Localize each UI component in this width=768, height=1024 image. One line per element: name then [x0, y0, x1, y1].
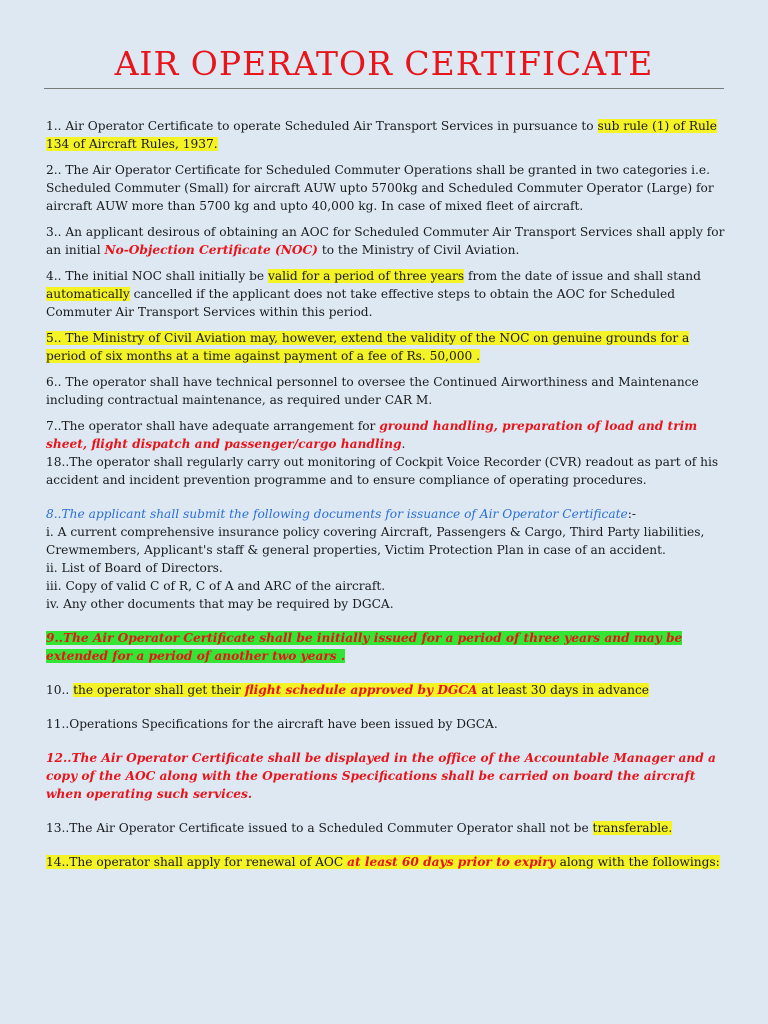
paragraph-8-item-i: i. A current comprehensive insurance policy covering Aircraft, Passengers & Cargo, Third Party liabilities, Crewmembers, Applicant's staff & general properties, Victim Protection Plan in case of an accident. [46, 525, 705, 557]
paragraph-7 [46, 417, 726, 453]
p13-highlight: transferable. [592, 821, 673, 835]
p3-noc-emphasis: No-Objection Certificate (NOC) [104, 243, 318, 257]
paragraph-8-heading [46, 505, 726, 523]
paragraph-8-item-iii: iii. Copy of valid C of R, C of A and ARC of the aircraft. [46, 579, 386, 593]
p5-highlight: 5.. The Ministry of Civil Aviation may, however, extend the validity of the NOC on genuine grounds for a period of six months at a time against payment of a fee of Rs. 50,000 . [46, 331, 690, 363]
paragraph-14 [46, 853, 726, 871]
p1-highlight: sub rule (1) of Rule 134 of Aircraft Rules, 1937. [46, 119, 717, 151]
p4-highlight-automatically: automatically [46, 287, 130, 301]
p10-highlight: the operator shall get their [73, 683, 245, 697]
paragraph-5 [46, 329, 726, 365]
p14-highlight-end: along with the followings: [555, 855, 720, 869]
p8-heading-end: :- [627, 507, 636, 521]
p13-text: 13..The Air Operator Certificate issued to a Scheduled Commuter Operator shall not be [46, 821, 593, 835]
p3-text: 3.. An applicant desirous of obtaining an AOC for Scheduled Commuter Air Transport Services shall apply for an initial [46, 225, 725, 257]
page-title: AIR OPERATOR CERTIFICATE [114, 44, 654, 83]
paragraph-13 [46, 819, 726, 837]
p10-highlight-end: at least 30 days in advance [477, 683, 649, 697]
p4-text-end: cancelled if the applicant does not take effective steps to obtain the AOC for Scheduled Commuter Air Transport Services within this period. [46, 287, 676, 319]
p4-text-mid: from the date of issue and shall stand [464, 269, 701, 283]
p7-text-end: . [401, 437, 406, 451]
p3-text-end: to the Ministry of Civil Aviation. [317, 243, 520, 257]
paragraph-9 [46, 629, 726, 665]
p14-highlight: 14..The operator shall apply for renewal of AOC [46, 855, 348, 869]
paragraph-4 [46, 267, 726, 321]
title-divider [44, 88, 724, 89]
p1-text: 1.. Air Operator Certificate to operate Scheduled Air Transport Services in pursuance to [46, 119, 598, 133]
paragraph-2: 2.. The Air Operator Certificate for Scheduled Commuter Operations shall be granted in two categories i.e. Scheduled Commuter (Small) for aircraft AUW upto 5700kg and Scheduled Commuter Operator (Large) for aircraft AUW more than 5700 kg and upto 40,000 kg. In case of mixed fleet of aircraft. [46, 163, 714, 213]
paragraph-8-item-ii: ii. List of Board of Directors. [46, 561, 223, 575]
p14-emphasis: at least 60 days prior to expiry [347, 855, 556, 869]
paragraph-6: 6.. The operator shall have technical personnel to oversee the Continued Airworthiness and Maintenance including contractual maintenance, as required under CAR M. [46, 375, 699, 407]
p4-text: 4.. The initial NOC shall initially be [46, 269, 268, 283]
paragraph-11: 11..Operations Specifications for the aircraft have been issued by DGCA. [46, 717, 498, 731]
p8-number: 8.. [46, 507, 62, 521]
document-body [46, 117, 726, 879]
p10-emphasis: flight schedule approved by DGCA [244, 683, 478, 697]
p7-emphasis: ground handling, preparation of load and trim sheet, flight dispatch and passenger/cargo handling [46, 419, 698, 451]
paragraph-10 [46, 681, 726, 699]
p10-number: 10.. [46, 683, 74, 697]
p4-highlight-validity: valid for a period of three years [267, 269, 465, 283]
p8-heading: The applicant shall submit the following documents for issuance of Air Operator Certificate [61, 507, 628, 521]
paragraph-8-item-iv: iv. Any other documents that may be required by DGCA. [46, 597, 394, 611]
p7-text: 7..The operator shall have adequate arrangement for [46, 419, 380, 433]
paragraph-12: 12..The Air Operator Certificate shall be displayed in the office of the Accountable Manager and a copy of the AOC along with the Operations Specifications shall be carried on board the aircraft when operating such services. [46, 751, 716, 801]
paragraph-3 [46, 223, 726, 259]
p9-green-highlight: 9..The Air Operator Certificate shall be initially issued for a period of three years and may be extended for a period of another two years . [46, 631, 683, 663]
paragraph-18: 18..The operator shall regularly carry out monitoring of Cockpit Voice Recorder (CVR) readout as part of his accident and incident prevention programme and to ensure compliance of operating procedures. [46, 455, 719, 487]
paragraph-1 [46, 117, 726, 153]
